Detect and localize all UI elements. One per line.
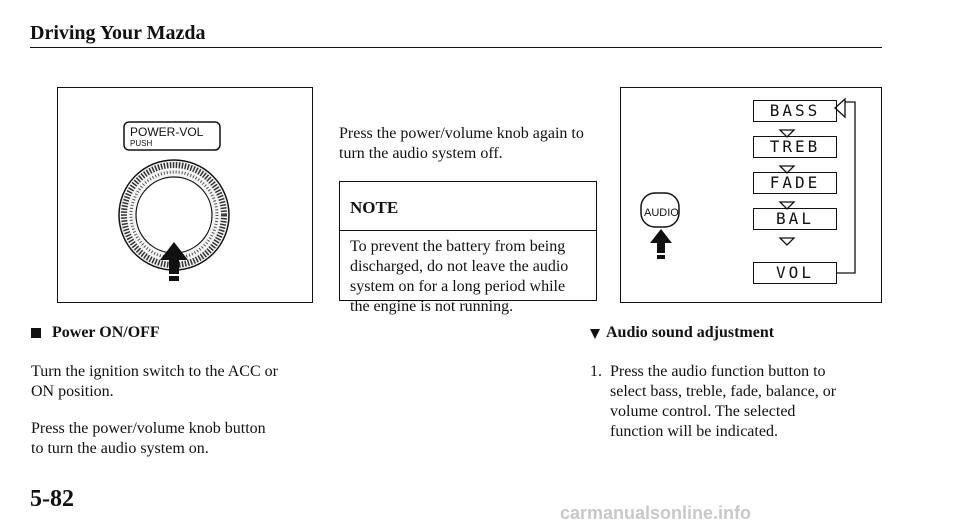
note-line-4: the engine is not running. [350, 298, 514, 315]
header-rule [30, 47, 882, 48]
page-header-title: Driving Your Mazda [30, 22, 206, 44]
audio-mode-diagram [621, 88, 880, 301]
mode-display-bal: BAL [753, 208, 837, 230]
step-1-line-1: Press the audio function button to [610, 363, 826, 380]
power-off-line-1: Press the power/volume knob again to [339, 125, 584, 142]
note-line-1: To prevent the battery from being [350, 238, 566, 255]
step-1-line-2: select bass, treble, fade, balance, or [610, 383, 837, 400]
ignition-line-2: ON position. [31, 383, 114, 400]
mode-display-treb: TREB [753, 136, 837, 158]
power-off-line-2: turn the audio system off. [339, 145, 503, 162]
note-header [340, 182, 596, 231]
page-number: 5-82 [30, 486, 74, 512]
note-line-3: system on for a long period while [350, 278, 566, 295]
power-on-paragraph [31, 419, 331, 459]
ignition-paragraph [31, 362, 331, 402]
power-on-line-2: to turn the audio system on. [31, 440, 209, 457]
note-title: NOTE [350, 198, 399, 217]
audio-mode-figure [620, 87, 882, 303]
watermark: carmanualsonline.info [560, 503, 752, 523]
step-1-line-3: volume control. The selected [610, 403, 796, 420]
step-1-line-4: function will be indicated. [610, 423, 778, 440]
push-label: PUSH [130, 139, 153, 148]
note-text [350, 237, 590, 317]
audio-sound-heading: Audio sound adjustment [606, 324, 775, 341]
audio-button-label: AUDIO [644, 207, 679, 219]
ignition-line-1: Turn the ignition switch to the ACC or [31, 363, 278, 380]
power-vol-label: POWER-VOL [130, 125, 204, 139]
mode-display-bass: BASS [753, 100, 837, 122]
power-knob-illustration [58, 88, 311, 301]
power-onoff-heading: Power ON/OFF [52, 324, 160, 341]
mode-display-fade: FADE [753, 172, 837, 194]
press-arrow-icon [650, 229, 672, 259]
mode-loop-bracket [835, 99, 855, 273]
step-number: 1. [590, 363, 602, 380]
triangle-bullet-icon [590, 329, 600, 339]
note-box [339, 181, 597, 315]
power-knob-figure [57, 87, 313, 303]
bullet-square-icon [31, 328, 41, 338]
power-off-paragraph [339, 124, 609, 164]
mode-display-vol: VOL [753, 262, 837, 284]
note-line-2: discharged, do not leave the audio [350, 258, 569, 275]
power-on-line-1: Press the power/volume knob button [31, 420, 266, 437]
step-1-text [610, 362, 890, 442]
